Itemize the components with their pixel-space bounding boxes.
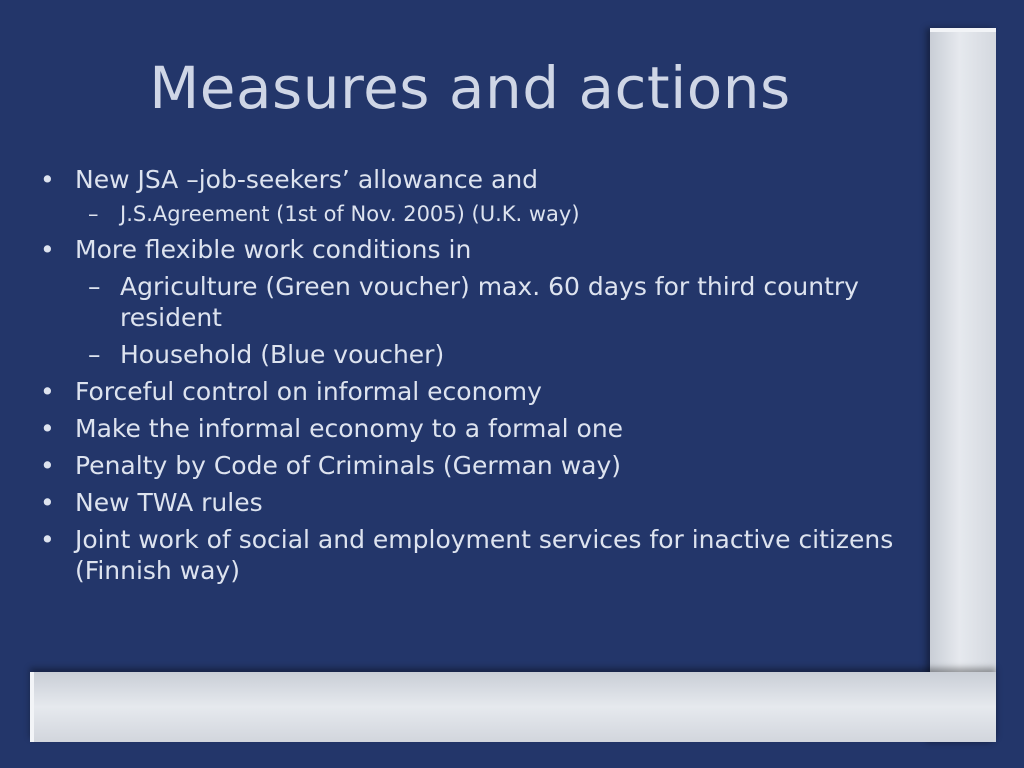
bullet-list [36,164,916,592]
bullet-item [36,376,916,407]
sub-bullet-item [36,201,916,228]
bullet-text: Penalty by Code of Criminals (German way) [75,451,622,480]
slide-title: Measures and actions [149,54,791,122]
sub-bullet-item [36,339,916,370]
bullet-text: Forceful control on informal economy [75,377,542,406]
bullet-text: Joint work of social and employment services for inactive citizens (Finnish way) [75,525,894,585]
bullet-item [36,487,916,518]
dash-icon: – [88,272,101,301]
bullet-text: New TWA rules [75,488,263,517]
sub-bullet-text: J.S.Agreement (1st of Nov. 2005) (U.K. way) [120,202,580,226]
frame-right-highlight [930,28,996,32]
bullet-icon: • [40,525,55,554]
bullet-icon: • [40,165,55,194]
bullet-text: New JSA –job-seekers’ allowance and [75,165,539,194]
bullet-text: Make the informal economy to a formal one [75,414,624,443]
bullet-item [36,524,916,586]
bullet-icon: • [40,451,55,480]
bullet-text: More flexible work conditions in [75,235,472,264]
sub-bullet-item [36,271,916,333]
bullet-item [36,450,916,481]
dash-icon: – [88,340,101,369]
bullet-icon: • [40,414,55,443]
bullet-item [36,164,916,195]
bullet-icon: • [40,235,55,264]
frame-bottom-highlight [30,672,34,742]
sub-bullet-text: Household (Blue voucher) [120,340,445,369]
frame-right-border [930,28,996,742]
bullet-item [36,413,916,444]
frame-bottom-border [30,672,996,742]
bullet-item [36,234,916,265]
bullet-icon: • [40,377,55,406]
sub-bullet-text: Agriculture (Green voucher) max. 60 days for third country resident [120,272,859,332]
bullet-icon: • [40,488,55,517]
dash-icon: – [88,202,99,226]
